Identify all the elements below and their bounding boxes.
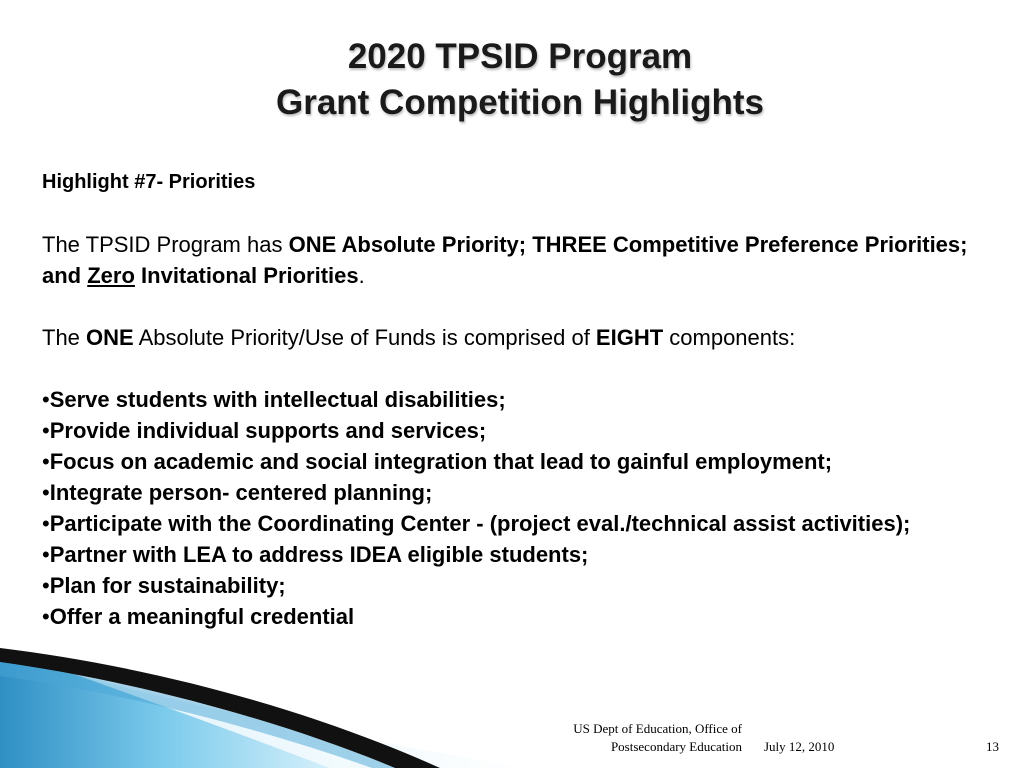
bullet-dot: • <box>42 604 50 629</box>
components-paragraph <box>42 322 1002 353</box>
priorities-text-2: . <box>358 263 365 288</box>
bullet-dot: • <box>42 542 50 567</box>
list-item: •Serve students with intellectual disabilities; <box>42 387 506 412</box>
bullet-dot: • <box>42 449 50 474</box>
slide-title <box>0 34 1024 126</box>
components-bold-2: EIGHT <box>595 325 664 350</box>
priorities-bold-1: ONE Absolute Priority; THREE Competitive Preference Priorities; and <box>42 232 968 288</box>
footer-date: July 12, 2010 <box>764 739 835 754</box>
bullet-dot: • <box>42 387 50 412</box>
priorities-bold-2: Invitational Priorities <box>134 263 359 288</box>
highlight-heading: Highlight #7- Priorities <box>42 171 256 193</box>
bullet-dot: • <box>42 480 50 505</box>
footer-org-line-1: US Dept of Education, Office of <box>573 721 742 736</box>
priorities-zero: Zero <box>87 263 135 288</box>
components-text-2: Absolute Priority/Use of Funds is comprised of <box>133 325 596 350</box>
components-bold-1: ONE <box>86 325 134 350</box>
title-line-2: Grant Competition Highlights <box>275 83 765 122</box>
title-line-1: 2020 TPSID Program <box>347 37 693 76</box>
components-text-1: The <box>42 325 87 350</box>
list-item: •Plan for sustainability; <box>42 573 286 598</box>
list-item: •Participate with the Coordinating Center - (project eval./technical assist activities); <box>42 511 911 536</box>
bullet-dot: • <box>42 418 50 443</box>
priorities-text-1: The TPSID Program has <box>42 232 289 257</box>
slide-content <box>42 167 1002 632</box>
components-text-3: components: <box>663 325 796 350</box>
footer-organization <box>520 720 742 756</box>
priorities-paragraph <box>42 229 1002 291</box>
component-list <box>42 384 1002 632</box>
list-item: •Offer a meaningful credential <box>42 604 355 629</box>
bullet-dot: • <box>42 511 50 536</box>
page-number: 13 <box>986 739 999 754</box>
footer-org-line-2: Postsecondary Education <box>610 739 742 754</box>
list-item: •Focus on academic and social integration that lead to gainful employment; <box>42 449 833 474</box>
list-item: •Provide individual supports and services; <box>42 418 487 443</box>
list-item: •Partner with LEA to address IDEA eligible students; <box>42 542 589 567</box>
list-item: •Integrate person- centered planning; <box>42 480 433 505</box>
bullet-dot: • <box>42 573 50 598</box>
